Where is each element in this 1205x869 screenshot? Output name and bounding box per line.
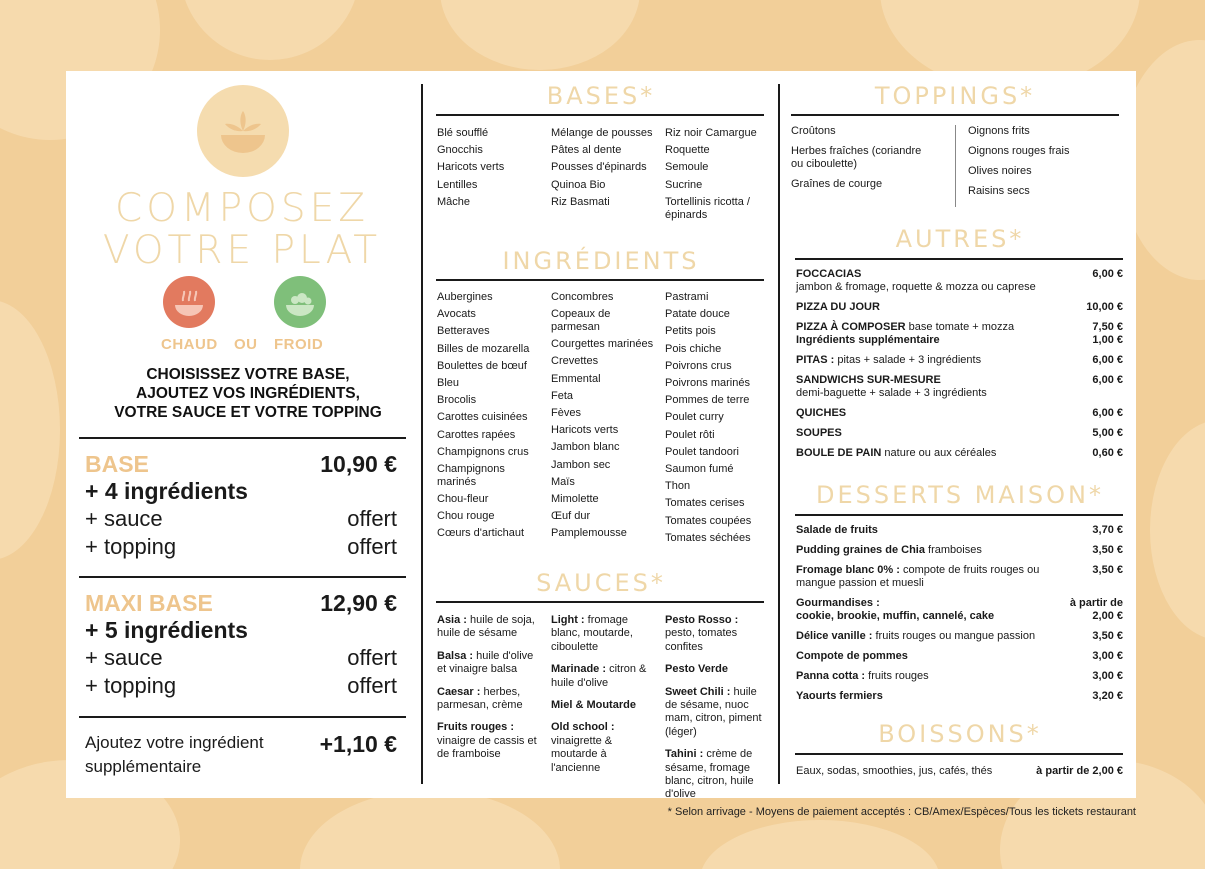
item-name: FOCCACIAS (796, 268, 862, 280)
list-item: Feta (551, 389, 574, 402)
item-price: à partir de 2,00 € (1036, 765, 1123, 777)
list-item: Oignons rouges frais (968, 145, 1070, 157)
list-item: Poivrons marinés (665, 377, 750, 390)
desserts-title: DESSERTS MAISON* (815, 481, 1104, 509)
list-item: Chou rouge (437, 510, 495, 523)
desserts-list (796, 524, 1123, 710)
sauce-item (665, 614, 767, 654)
item-name: QUICHES (796, 407, 847, 419)
item-price: 3,20 € (1092, 690, 1123, 702)
menu-item (796, 301, 1123, 314)
item-name: BOULE DE PAIN (796, 447, 882, 459)
left-panel (66, 71, 418, 798)
sauce-desc: citron & huile d'olive (551, 663, 647, 689)
item-name: PITAS : (796, 354, 835, 366)
item-desc: nature ou aux céréales (884, 447, 997, 459)
list-item: Brocolis (437, 394, 477, 407)
item-name: Yaourts fermiers (796, 690, 883, 702)
instruction-line: AJOUTEZ VOS INGRÉDIENTS, (136, 385, 360, 402)
list-item: Copeaux de parmesan (551, 308, 611, 334)
item-price: 3,50 € (1092, 564, 1123, 576)
sauces-col2 (551, 614, 655, 784)
sauce-name: Marinade : (551, 663, 607, 676)
item-name: Gourmandises : (796, 597, 880, 609)
list-item: Gnocchis (437, 144, 483, 157)
sauce-desc: vinaigrette & moutarde à l'ancienne (551, 734, 613, 774)
sauce-name: Light : (551, 614, 585, 626)
bases-col1 (437, 125, 545, 211)
boissons-list (796, 765, 1123, 785)
list-item: Poulet curry (665, 411, 724, 424)
column-divider (778, 84, 780, 784)
toppings-divider (955, 125, 956, 207)
list-item: Chou-fleur (437, 493, 489, 506)
toppings-title: TOPPINGS* (874, 82, 1036, 110)
ingredients-col1 (437, 289, 547, 543)
list-item: Pousses d'épinards (551, 161, 647, 174)
item-name: PIZZA DU JOUR (796, 301, 880, 313)
list-item: Sucrine (665, 178, 703, 191)
instruction-line: CHOISISSEZ VOTRE BASE, (146, 366, 350, 383)
sauce-desc: crème de sésame, fromage blanc, citron, huile d'olive (665, 748, 754, 801)
sauce-item (551, 721, 655, 775)
offer-topping: + topping (85, 673, 177, 698)
section-rule (436, 114, 764, 116)
offer-name: BASE (85, 451, 149, 477)
item-desc: cookie, brookie, muffin, cannelé, cake (796, 610, 995, 622)
sauce-name: Tahini : (665, 748, 704, 761)
column-divider (421, 84, 423, 784)
menu-item (796, 765, 1123, 778)
section-rule (436, 601, 764, 603)
sauce-name: Fruits rouges : (437, 721, 515, 734)
list-item: Pois chiche (665, 342, 722, 355)
list-item: Haricots verts (551, 424, 619, 437)
list-item: Blé soufflé (437, 127, 489, 139)
item-name: Pudding graines de Chia (796, 544, 925, 556)
item-price: 5,00 € (1092, 427, 1123, 439)
sauce-name: Caesar : (437, 685, 481, 698)
autres-list (796, 268, 1123, 467)
sauce-item (551, 614, 655, 654)
item-name: SOUPES (796, 427, 842, 439)
offer-sauce-value: offert (347, 506, 397, 531)
list-item: Courgettes marinées (551, 338, 654, 351)
sauce-name: Pesto Rosso : (665, 614, 739, 626)
item-desc: base tomate + mozza (908, 321, 1015, 333)
extra-line2: supplémentaire (85, 757, 202, 776)
list-item: Herbes fraîches (coriandre ou ciboulette) (791, 145, 922, 170)
list-item: Mélange de pousses (551, 127, 653, 139)
sauce-item (665, 663, 767, 676)
item-desc: framboises (928, 544, 982, 556)
sauce-item (437, 686, 541, 713)
menu-item (796, 407, 1123, 420)
list-item: Raisins secs (968, 185, 1030, 197)
extra-price: +1,10 € (319, 731, 397, 757)
toppings-col1 (791, 125, 941, 191)
item-price: 0,60 € (1092, 447, 1123, 459)
menu-item (796, 597, 1123, 623)
list-item: Cœurs d'artichaut (437, 527, 525, 540)
cold-icon (274, 276, 326, 328)
item-price: 3,70 € (1092, 524, 1123, 536)
item-price: 6,00 € (1092, 268, 1123, 280)
list-item: Avocats (437, 308, 476, 321)
instructions (80, 365, 416, 422)
ingredients-col3 (665, 289, 765, 547)
sauce-desc: huile d'olive et vinaigre balsa (437, 649, 534, 676)
list-item: Pommes de terre (665, 394, 750, 407)
item-desc: jambon & fromage, roquette & mozza ou caprese (796, 281, 1036, 293)
hot-label: CHAUD (161, 336, 218, 353)
sauce-name: Balsa : (437, 649, 474, 662)
item-name: PIZZA À COMPOSER (796, 321, 906, 333)
list-item: Pamplemousse (551, 527, 627, 540)
sauce-item (437, 614, 541, 641)
bases-title: BASES* (546, 82, 656, 110)
divider (79, 716, 406, 718)
list-item: Jambon sec (551, 458, 611, 471)
sauces-title: SAUCES* (536, 569, 666, 597)
menu-item (796, 447, 1123, 460)
item-desc: Eaux, sodas, smoothies, jus, cafés, thés (796, 765, 993, 777)
menu-item (796, 544, 1123, 557)
menu-item (796, 427, 1123, 440)
list-item: Olives noires (968, 165, 1032, 177)
list-item: Betteraves (437, 325, 490, 338)
item-price: 2,00 € (1092, 610, 1123, 622)
list-item: Poivrons crus (665, 359, 732, 372)
section-rule (795, 514, 1123, 516)
list-item: Tomates séchées (665, 531, 751, 544)
list-item: Champignons marinés (437, 463, 505, 489)
list-item: Poulet tandoori (665, 445, 739, 458)
item-name: Fromage blanc 0% : (796, 564, 900, 576)
list-item: Petits pois (665, 325, 716, 338)
item-price: 10,00 € (1086, 301, 1123, 313)
sauce-desc: huile de sésame, nuoc mam, citron, piment (léger) (665, 685, 762, 738)
list-item: Riz Basmati (551, 195, 610, 208)
list-item: Tortellinis ricotta / épinards (665, 195, 750, 221)
list-item: Croûtons (791, 125, 836, 137)
toppings-col2 (968, 125, 1118, 198)
sauce-item (437, 650, 541, 677)
item-desc: compote de fruits rouges ou mangue passion et muesli (796, 564, 1040, 589)
sauce-item (551, 663, 655, 690)
menu-item (796, 690, 1123, 703)
menu-item (796, 334, 1123, 347)
item-desc: fruits rouges ou mangue passion (875, 630, 1036, 642)
item-desc: demi-baguette + salade + 3 ingrédients (796, 387, 987, 399)
sauce-desc: fromage blanc, moutarde, ciboulette (551, 614, 633, 653)
bases-col3 (665, 125, 765, 224)
list-item: Patate douce (665, 308, 730, 321)
extra-ingredient (85, 731, 397, 779)
item-desc: pitas + salade + 3 ingrédients (837, 354, 982, 366)
autres-title: AUTRES* (895, 225, 1025, 253)
sauce-name: Asia : (437, 614, 467, 626)
sauce-item (665, 686, 767, 740)
list-item: Emmental (551, 372, 601, 385)
menu-item (796, 670, 1123, 683)
list-item: Graînes de courge (791, 178, 883, 190)
sauce-item (437, 721, 541, 761)
list-item: Carottes cuisinées (437, 411, 528, 424)
list-item: Jambon blanc (551, 441, 620, 454)
footer-note: * Selon arrivage - Moyens de paiement acceptés : CB/Amex/Espèces/Tous les tickets restaurant (667, 806, 1136, 818)
list-item: Poulet rôti (665, 428, 715, 441)
divider (79, 437, 406, 439)
item-name: SANDWICHS SUR-MESURE (796, 374, 941, 386)
menu-item (796, 564, 1123, 590)
item-desc: fruits rouges (868, 670, 929, 682)
sauce-desc: vinaigre de cassis et de framboise (437, 734, 537, 761)
section-rule (791, 114, 1119, 116)
headline-line1: COMPOSEZ (115, 186, 369, 231)
offer-base (85, 451, 397, 561)
list-item: Pastrami (665, 291, 709, 303)
list-item: Riz noir Camargue (665, 127, 757, 139)
sauce-name: Pesto Verde (665, 663, 728, 676)
hot-icon (163, 276, 215, 328)
menu-item (796, 630, 1123, 643)
divider (79, 576, 406, 578)
menu-item (796, 268, 1123, 294)
item-price: 1,00 € (1092, 334, 1123, 346)
menu-item (796, 650, 1123, 663)
sauces-col3 (665, 614, 767, 811)
section-rule (795, 753, 1123, 755)
item-name: Compote de pommes (796, 650, 908, 662)
offer-ingredients: + 5 ingrédients (85, 617, 248, 643)
offer-ingredients: + 4 ingrédients (85, 478, 248, 504)
list-item: Haricots verts (437, 161, 505, 174)
item-price: 7,50 € (1092, 321, 1123, 333)
headline-line2: VOTRE PLAT (102, 228, 382, 273)
price-prefix: à partir de (1069, 597, 1123, 609)
section-rule (436, 279, 764, 281)
list-item: Aubergines (437, 291, 493, 303)
bowl-icon (197, 85, 289, 177)
sauces-col1 (437, 614, 541, 771)
offer-sauce-value: offert (347, 645, 397, 670)
item-name: Salade de fruits (796, 524, 878, 536)
offer-sauce: + sauce (85, 645, 163, 670)
item-name: Panna cotta : (796, 670, 866, 682)
list-item: Fèves (551, 407, 581, 420)
offer-topping-value: offert (347, 534, 397, 559)
menu-item (796, 524, 1123, 537)
list-item: Lentilles (437, 178, 478, 191)
sauce-desc: huile de soja, huile de sésame (437, 614, 535, 640)
item-price: 3,00 € (1092, 670, 1123, 682)
sauce-name: Sweet Chili : (665, 685, 731, 698)
item-price: 6,00 € (1092, 374, 1123, 386)
list-item: Thon (665, 480, 691, 493)
list-item: Boulettes de bœuf (437, 359, 527, 372)
bowl-logo (197, 85, 289, 177)
offer-price: 12,90 € (320, 590, 397, 616)
list-item: Carottes rapées (437, 428, 516, 441)
item-price: 3,50 € (1092, 630, 1123, 642)
bases-col2 (551, 125, 659, 211)
ingredients-title: INGRÉDIENTS (502, 247, 700, 275)
menu-item (796, 354, 1123, 367)
instruction-line: VOTRE SAUCE ET VOTRE TOPPING (114, 404, 382, 421)
list-item: Tomates cerises (665, 497, 745, 510)
list-item: Maïs (551, 475, 575, 488)
sauce-item (665, 748, 767, 802)
sauce-desc: pesto, tomates confites (665, 627, 738, 653)
item-price: 6,00 € (1092, 354, 1123, 366)
list-item: Saumon fumé (665, 463, 734, 476)
list-item: Concombres (551, 291, 614, 303)
item-price: 3,00 € (1092, 650, 1123, 662)
list-item: Mimolette (551, 493, 599, 506)
sauce-name: Old school : (551, 721, 615, 734)
offer-topping-value: offert (347, 673, 397, 698)
list-item: Roquette (665, 144, 710, 157)
sauce-desc: herbes, parmesan, crème (437, 685, 523, 712)
list-item: Oignons frits (968, 125, 1030, 137)
list-item: Tomates coupées (665, 514, 752, 527)
list-item: Pâtes al dente (551, 144, 622, 157)
menu-item (796, 374, 1123, 400)
offer-topping: + topping (85, 534, 177, 559)
item-price: 3,50 € (1092, 544, 1123, 556)
offer-name: MAXI BASE (85, 590, 213, 616)
extra-line1: Ajoutez votre ingrédient (85, 733, 264, 752)
list-item: Bleu (437, 377, 460, 390)
cold-label: FROID (274, 336, 324, 353)
menu-item (796, 321, 1123, 334)
sauce-item (551, 699, 655, 712)
item-price: 6,00 € (1092, 407, 1123, 419)
list-item: Billes de mozarella (437, 342, 530, 355)
list-item: Champignons crus (437, 445, 529, 458)
section-rule (795, 258, 1123, 260)
list-item: Mâche (437, 195, 471, 208)
or-label: OU (234, 336, 258, 353)
item-name: Ingrédients supplémentaire (796, 334, 940, 346)
list-item: Œuf dur (551, 510, 591, 523)
ingredients-col2 (551, 289, 661, 543)
item-name: Délice vanille : (796, 630, 873, 642)
offer-sauce: + sauce (85, 506, 163, 531)
list-item: Crevettes (551, 355, 599, 368)
offer-maxi-base (85, 590, 397, 700)
sauce-name: Miel & Moutarde (551, 699, 636, 712)
list-item: Quinoa Bio (551, 178, 606, 191)
list-item: Semoule (665, 161, 709, 174)
boissons-title: BOISSONS* (878, 720, 1042, 748)
offer-price: 10,90 € (320, 451, 397, 477)
